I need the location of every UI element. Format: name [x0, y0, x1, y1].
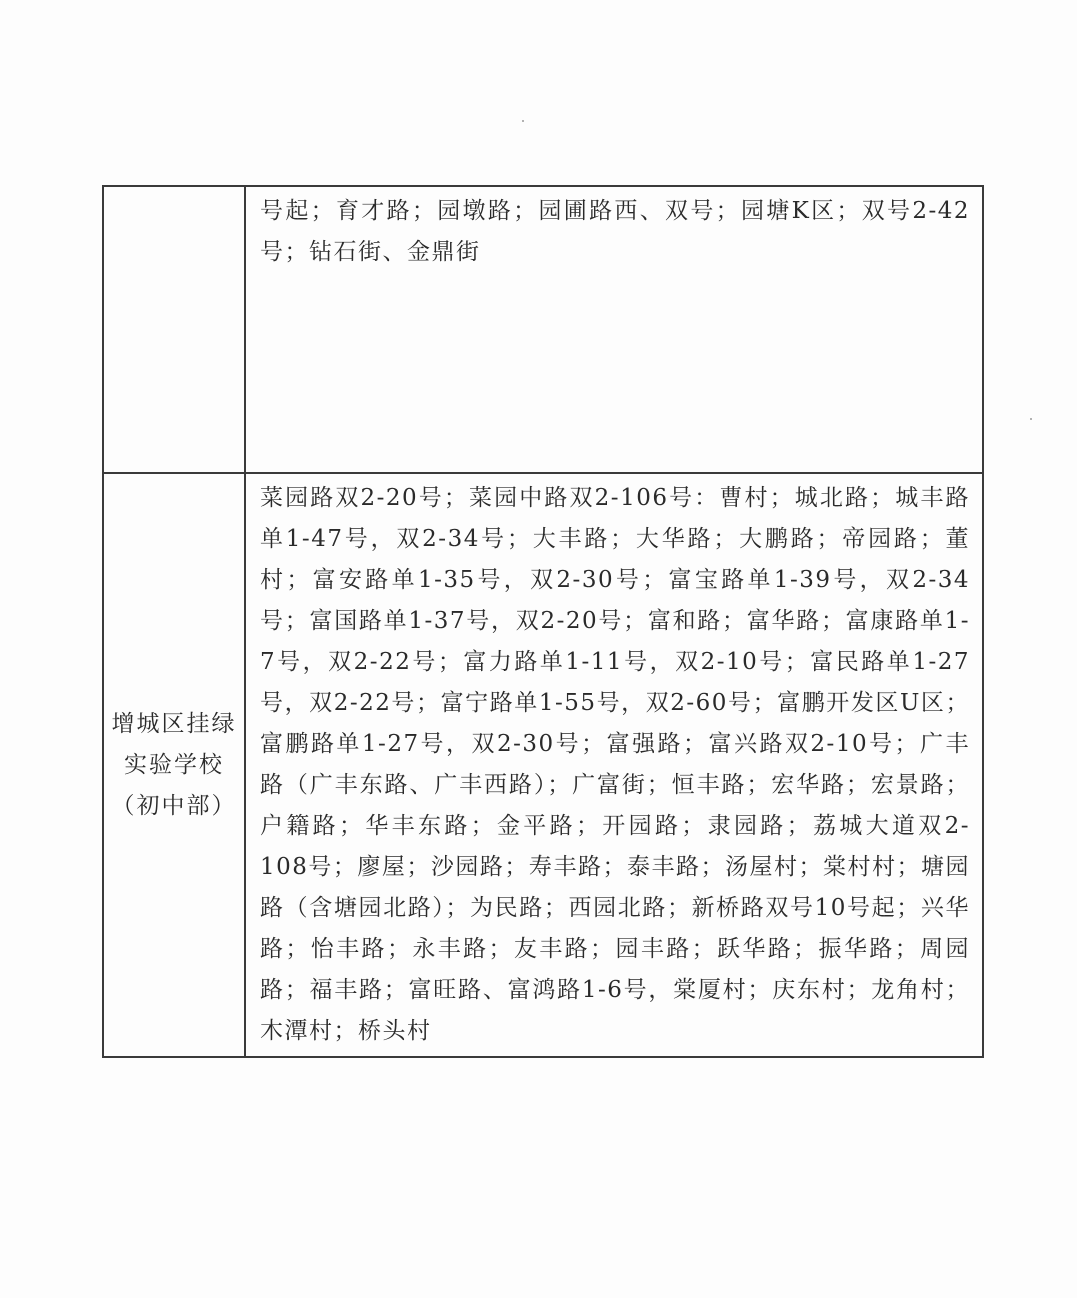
school-name-cell: [103, 186, 245, 473]
school-name: 增城区挂绿实验学校（初中部）: [111, 710, 237, 819]
enrollment-area-cell: [245, 473, 983, 1057]
scan-speck: [1030, 418, 1032, 420]
enrollment-area-text: 号起；育才路；园墩路；园圃路西、双号；园塘K区；双号2-42号；钻石街、金鼎街: [260, 198, 970, 265]
table-row: [103, 186, 983, 473]
school-name-cell: [103, 473, 245, 1057]
scan-speck: [522, 120, 524, 122]
table-row: [103, 473, 983, 1057]
enrollment-area-text: 菜园路双2-20号；菜园中路双2-106号：曹村；城北路；城丰路单1-47号，双2-34号；大丰路；大华路；大鹏路；帝园路；董村；富安路单1-35号，双2-30号；富宝路单1-39号，双2-34号；富国路单1-37号，双2-20号；富和路；富华路；富康路单1-7号，双2-22号；富力路单1-11号，双2-10号；富民路单1-27号，双2-22号；富宁路单1-55号，双2-60号；富鹏开发区U区；富鹏路单1-27号，双2-30号；富强路；富兴路双2-10号；广丰路（广丰东路、广丰西路）；广富街；恒丰路；宏华路；宏景路；户籍路；华丰东路；金平路；开园路；隶园路；荔城大道双2-108号；廖屋；沙园路；寿丰路；泰丰路；汤屋村；棠村村；塘园路（含塘园北路）；为民路；西园北路；新桥路双号10号起；兴华路；怡丰路；永丰路；友丰路；园丰路；跃华路；振华路；周园路；福丰路；富旺路、富鸿路1-6号，棠厦村；庆东村；龙角村；木潭村；桥头村: [260, 485, 970, 1044]
school-zone-table: [102, 185, 984, 1058]
enrollment-area-cell: [245, 186, 983, 473]
